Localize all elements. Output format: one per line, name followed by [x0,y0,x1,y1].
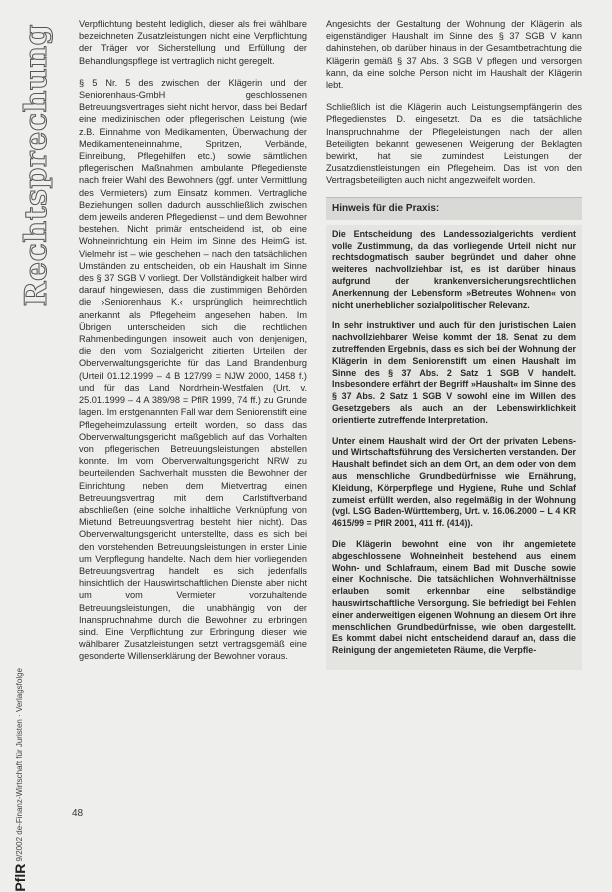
right-column [326,18,582,670]
left-column [79,18,307,673]
section-brand-title: Rechtsprechung [19,24,54,307]
journal-logo: PflR [12,863,28,892]
left-paragraph: Verpflichtung besteht lediglich, dieser als frei wählbare bezeichneten Zusatzleistungen nicht eine Verpflichtung der Träger vor Sicherstellung und Erfüllung der Behandlungspflege ist vertraglich nicht geregelt. [79,19,307,66]
right-paragraph: Angesichts der Gestaltung der Wohnung der Klägerin als eigenständiger Haushalt im Sinne des § 37 SGB V kann dahinstehen, ob darüber hinaus in der Gesamtbetrachtung die Klägerin gemäß § 37 Abs. 3 SGB V pflegen und versorgen kann, da eine solche Person nicht im Haushalt der Klägerin lebt. [326,19,582,91]
right-paragraph: Schließlich ist die Klägerin auch Leistungsempfängerin des Pflegedienstes D. eingesetzt. Da es die tatsächliche Inanspruchnahme der Pflegeleistungen nach der allen Beteiligten bekannt gewesenen Weigerung der Beklagten bewirkt, hat sie zumindest Leistungen der Zusatzdienstleistungen ein Pflegeheim. Das ist von den Vertragsbeteiligten auch nicht angezweifelt worden. [326,102,582,186]
practice-note-paragraph: Die Entscheidung des Landessozialgerichts verdient volle Zustimmung, da das vorliegende Urteil nicht nur rechtsdogmatisch sauber begründet und daher ohne weiteres nachvollziehbar ist, es ist darüber hinaus aufgrund der krankenversicherungsrechtlichen Anerkennung der Lebensform »Betreutes Wohnen« von nicht unerheblicher sozialpolitischer Relevanz. [332,228,576,310]
practice-note-heading: Hinweis für die Praxis: [326,197,582,220]
journal-issue: 9/2002 [15,836,24,862]
left-paragraph: § 5 Nr. 5 des zwischen der Klägerin und der Seniorenhaus-GmbH geschlossenen Betreuungsvertrages sieht nicht hervor, dass bei Bedarf eine medizinischen oder pflegerischen Leistung (wie z.B. Einnahme von Medikamenten, Überwachung der Medikamenteneinnahme, Spritzen, Verbände, Einreibung, Pflegehilfen etc.) sowie sämtlichen pflegerischen Maßnahmen ambulante Pflegedienste nach freier Wahl des Bewohners (ggf. unter Vermittlung des Vermieters) zum Einsatz kommen. Vertragliche Beziehungen sollen dadurch ausschließlich zwischen dem jeweils anderen Pflegedienst – und dem Bewohner bestehen. Nicht primär entscheidend ist, ob eine Wohneinrichtung ein Heim im Sinne des HeimG ist. Vielmehr ist – wie geschehen – nach den tatsächlichen Umständen zu entscheiden, ob ein Haushalt im Sinne des § 37 SGB V vorliegt. Der Vollständigkeit halber wird darauf hingewiesen, dass die zustimmigen Behörden die ›Seniorenhaus K.‹ ursprünglich heimrechtlich anerkannt als Pflegeheim angesehen haben. Im Übrigen unterscheiden sich die rechtlichen Rahmenbedingungen insoweit auch von denjenigen, die den vom Sozialgericht zitierten Urteilen der Oberverwaltungsgerichte für das Land Brandenburg (Urteil 01.12.1999 – 4 B 127/99 = NJW 2000, 1458 f.) und für das Land Nordrhein-Westfalen (Urt. v. 25.01.1999 – 4 A 389/98 = PflR 1999, 74 ff.) zu Grunde lagen. Im erstgenannten Fall war dem Seniorenstift eine Pflegeheimzulassung erteilt worden, so dass das Oberverwaltungsgericht maßgeblich auf das Vorhalten von pflegerischen Betreuungsleistungen abstellen konnte. Im vom Oberverwaltungsgericht NRW zu beurteilenden Sachverhalt mussten die Bewohner der Einrichtung neben dem Mietvertrag einen Betreuungsvertrag mit dem Carlstiftverband abschließen (eine solche inhaltliche Verknüpfung von Mietund Betreuungsvertrag besteht hier nicht). Das Oberverwaltungsgericht unterstellte, dass es sich bei den vorstehenden Betreuungsleistungen in erster Linie um Verpflegung handelte. Nach dem hier vorliegenden Betreuungsvertrag handelt es sich jedenfalls hinsichtlich der Hauswirtschaftlichen Dienste aber nicht um vom Vermieter vorzuhaltende Betreuungsleistungen, die unabhängig von der Inanspruchnahme durch die Bewohner zu erbringen sind. Eine Verpflichtung zur Erbringung dieser wie wählbarer Zusatzleistungen setzt vertragsgemäß eine gesonderte Willenserklärung der Bewohner voraus. [79,77,307,662]
practice-note-box [326,225,582,670]
page-number: 48 [72,808,84,819]
practice-note-paragraph: In sehr instruktiver und auch für den juristischen Laien nachvollziehbarer Weise kommt der 18. Senat zu dem zutreffenden Ergebnis, dass es sich bei der Wohnung der Klägerin in dem Seniorenstift um einen Haushalt im Sinne des § 37 Abs. 2 Satz 1 SGB V handelt. Insbesondere erfährt der Begriff »Haushalt« im Sinne des § 37 Abs. 2 Satz 1 SGB V sowohl eine im Willen des Gesetzgebers als auch an der Lebenswirklichkeit orientierte zutreffende Interpretation. [332,320,576,425]
practice-note-paragraph: Unter einem Haushalt wird der Ort der privaten Lebens- und Wirtschaftsführung des Versicherten verstanden. Der Haushalt befindet sich an dem Ort, an dem oder von dem aus menschliche Grundbedürfnisse wie Ernährung, Kleidung, Körperpflege und Hygiene, Ruhe und Schlaf zumeist erfüllt werden, also regelmäßig in der Wohnung (vgl. LSG Baden-Württemberg, Urt. v. 16.06.2000 – L 4 KR 4615/99 = PflR 2001, 411 ff. (414)). [332,435,576,529]
journal-footer [12,668,28,892]
footer-source: de-Finanz-Wirtschaft für Juristen · Verlagsfolge [15,668,24,835]
practice-note-paragraph: Die Klägerin bewohnt eine von ihr angemietete abgeschlossene Wohneinheit bestehend aus einem Wohn- und Schlafraum, einem Bad mit Dusche sowie einer Kochnische. Die tatsächlichen Wohnverhältnisse erlauben somit erkennbar eine selbständige hauswirtschaftliche Versorgung. Sie befriedigt bei Fehlen einer anderweitigen eigenen Wohnung an diesem Ort ihre menschlichen Grundbedürfnisse, wie oben dargestellt. Es kommt dabei nicht entscheidend darauf an, dass die Reinigung der angemieteten Räume, die Verpfle- [332,538,576,656]
